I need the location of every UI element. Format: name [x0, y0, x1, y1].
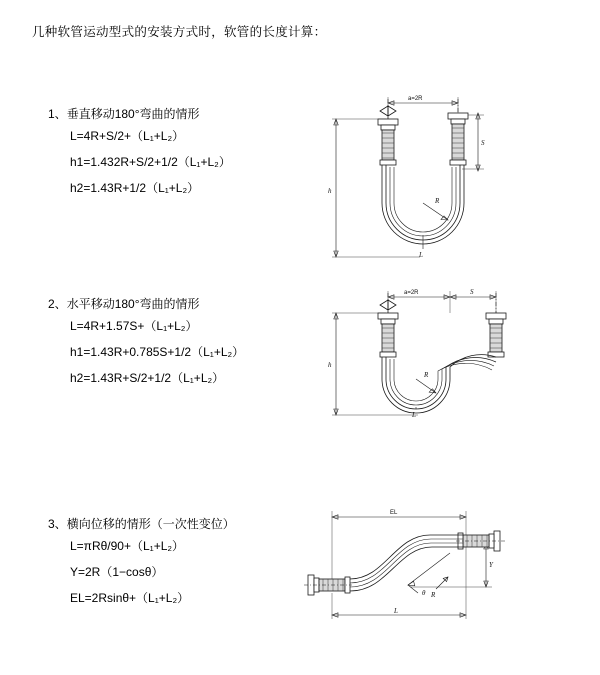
- section-2-number: 2、: [48, 297, 67, 311]
- svg-text:a=2R: a=2R: [404, 290, 419, 296]
- section-3-title-text: 横向位移的情形（一次性变位）: [66, 517, 235, 531]
- section-1-text: [48, 105, 298, 201]
- section-2-text: [48, 295, 298, 391]
- svg-text:θ: θ: [422, 589, 426, 597]
- svg-text:L: L: [419, 251, 423, 259]
- svg-text:h: h: [328, 361, 332, 369]
- section-2-figure: [300, 267, 520, 467]
- section-2-formula-1: L=4R+1.57S+（L₁+L₂）: [70, 319, 198, 333]
- svg-text:R: R: [424, 371, 429, 379]
- section-1-number: 1、: [48, 107, 67, 121]
- section-2-formula-3: h2=1.43R+S/2+1/2（L₁+L₂）: [70, 371, 225, 385]
- section-1: [0, 96, 600, 270]
- section-3-formula-2: Y=2R（1−cosθ）: [70, 565, 164, 579]
- svg-text:h: h: [328, 187, 332, 195]
- section-2: [0, 288, 600, 460]
- section-3-number: 3、: [48, 517, 67, 531]
- section-1-formula-3: h2=1.43R+1/2（L₁+L₂）: [70, 181, 200, 195]
- svg-text:S: S: [481, 139, 485, 147]
- horizontal-180-bend-diagram: [300, 267, 520, 467]
- svg-text:Y: Y: [489, 561, 493, 569]
- section-2-title: [48, 295, 298, 313]
- section-1-formula-2: h1=1.432R+S/2+1/2（L₁+L₂）: [70, 155, 231, 169]
- section-2-formula-2: h1=1.43R+0.785S+1/2（L₁+L₂）: [70, 345, 245, 359]
- svg-text:L: L: [412, 411, 416, 419]
- page-title: 几种软管运动型式的安装方式时，软管的长度计算：: [32, 25, 327, 39]
- section-1-formula-1: L=4R+S/2+（L₁+L₂）: [70, 129, 185, 143]
- section-2-title-text: 水平移动180°弯曲的情形: [66, 297, 200, 311]
- section-1-figure: [300, 75, 520, 295]
- section-1-title-text: 垂直移动180°弯曲的情形: [66, 107, 200, 121]
- section-3-figure: [290, 497, 520, 637]
- section-3-title: [48, 515, 298, 533]
- svg-text:R: R: [435, 197, 440, 205]
- section-3-text: [48, 515, 298, 611]
- section-1-title: [48, 105, 298, 123]
- svg-text:a=2R: a=2R: [408, 96, 423, 102]
- lateral-offset-diagram: [290, 497, 520, 637]
- svg-text:S: S: [470, 288, 474, 296]
- svg-text:EL: EL: [390, 510, 398, 516]
- section-3-formula-3: EL=2Rsinθ+（L₁+L₂）: [70, 591, 190, 605]
- svg-text:R: R: [431, 591, 436, 599]
- section-3: [0, 510, 600, 655]
- vertical-180-bend-diagram: [300, 75, 520, 295]
- svg-text:L: L: [394, 607, 398, 615]
- section-3-formula-1: L=πRθ/90+（L₁+L₂）: [70, 539, 185, 553]
